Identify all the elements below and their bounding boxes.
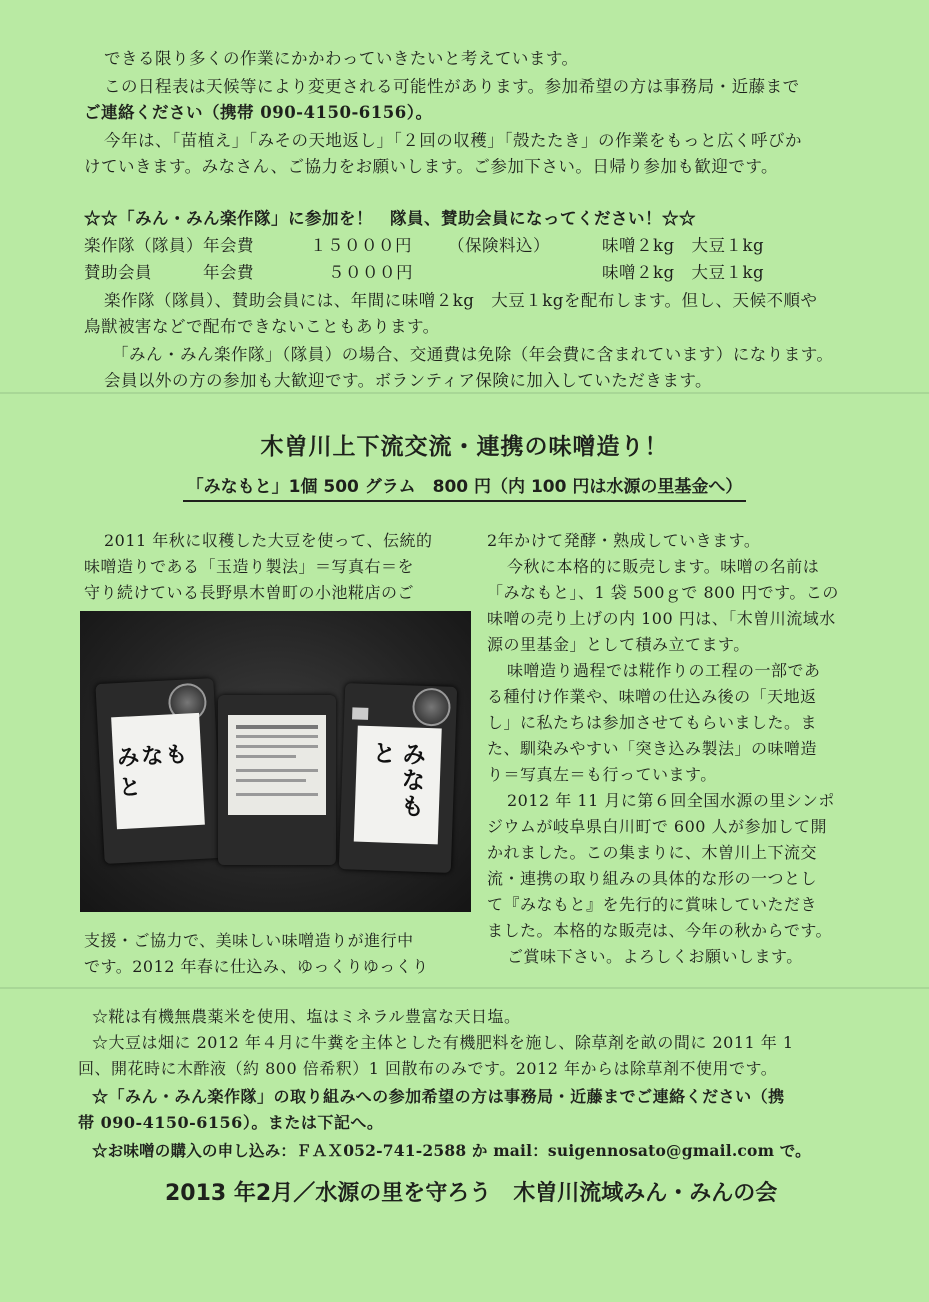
membership-heading: ☆☆「みん・みん楽作隊」に参加を！ 隊員、賛助会員になってください！☆☆ [84, 209, 696, 228]
label-print-line [236, 755, 296, 758]
right-col-line: 流・連携の取り組みの具体的な形の一つとし [487, 869, 818, 888]
right-col-line: ジウムが岐阜県白川町で 600 人が参加して開 [487, 817, 828, 836]
right-col-line: 味噌造り過程では糀作りの工程の一部であ [507, 661, 821, 680]
note-line: ☆お味噌の購入の申し込み：ＦＡＸ052-741-2588 か mail：suigennosato@gmail.com で。 [92, 1141, 811, 1160]
member-benefit: 味噌２kg 大豆１kg [602, 263, 765, 282]
article-title: 木曽川上下流交流・連携の味噌造り！ [260, 434, 669, 460]
member-note: （保険料込） [448, 236, 550, 255]
membership-line: 「みん・みん楽作隊」（隊員）の場合、交通費は免除（年会費に含まれています）になります。 [112, 345, 834, 364]
top-line: 今年は、「苗植え」「みその天地返し」「２回の収穫」「殻たたき」の作業をもっと広く呼びか [104, 131, 802, 150]
article-subtitle [0, 472, 929, 497]
left-col-line: です。2012 年春に仕込み、ゆっくりゆっくり [84, 957, 429, 976]
left-col-line: 2011 年秋に収穫した大豆を使って、伝統的 [104, 531, 433, 550]
member-benefit: 味噌２kg 大豆１kg [602, 236, 765, 255]
signature: 2013 年2月／水源の里を守ろう 木曽川流域みん・みんの会 [165, 1181, 778, 1206]
seal-icon [412, 687, 451, 726]
right-col-line: た、馴染みやすい「突き込み製法」の味噌造 [487, 739, 818, 758]
right-col-line: 2012 年 11 月に第６回全国水源の里シンポ [507, 791, 835, 810]
miso-label-right [354, 726, 442, 845]
note-line: ☆大豆は畑に 2012 年４月に牛糞を主体とした有機肥料を施し、除草剤を畝の間に 2011 年 1 [92, 1033, 794, 1052]
left-col-line: 味噌造りである「玉造り製法」＝写真右＝を [84, 557, 415, 576]
right-col-line: ご賞味下さい。よろしくお願いします。 [507, 947, 803, 966]
right-col-line: る種付け作業や、味噌の仕込み後の「天地返 [487, 687, 817, 706]
member-fee: ５０００円 [328, 263, 413, 282]
member-type: 楽作隊（隊員）年会費 [84, 236, 254, 255]
subtitle-text: 「みなもと」1個 500 グラム 800 円（内 100 円は水源の里基金へ） [183, 477, 747, 502]
right-col-line: ました。本格的な販売は、今年の秋からです。 [487, 921, 833, 940]
miso-photo [80, 611, 471, 912]
membership-line: 会員以外の方の参加も大歓迎です。ボランティア保険に加入していただきます。 [104, 371, 713, 390]
membership-line: 楽作隊（隊員）、賛助会員には、年間に味噌２kg 大豆１kgを配布します。但し、天候不順や [104, 291, 818, 310]
right-col-line: 2年かけて発酵・熟成していきます。 [487, 531, 761, 550]
right-col-line: 今秋に本格的に販売します。味噌の名前は [507, 557, 820, 576]
label-print-line [236, 735, 318, 738]
label-print-line [236, 745, 318, 748]
miso-label-text: みなもと [367, 739, 428, 820]
right-col-line: て『みなもと』を先行的に賞味していただき [487, 895, 818, 914]
top-line: けていきます。みなさん、ご協力をお願いします。ご参加下さい。日帰り参加も歓迎です。 [84, 157, 779, 176]
right-col-line: り＝写真左＝も行っています。 [487, 765, 717, 784]
miso-bag-middle [218, 695, 336, 865]
miso-bag-right [339, 683, 457, 873]
label-print-line [236, 725, 318, 729]
left-col-line: 守り続けている長野県木曽町の小池糀店のご [84, 583, 415, 602]
label-print-line [236, 793, 318, 796]
membership-line: 鳥獣被害などで配布できないこともあります。 [84, 317, 440, 336]
note-line: 帯 090-4150-6156）。または下記へ。 [78, 1113, 384, 1132]
label-print-line [236, 769, 318, 772]
note-line: 回、開花時に木酢液（約 800 倍希釈）1 回散布のみです。2012 年からは除草剤不使用です。 [78, 1059, 778, 1078]
right-col-line: かれました。この集まりに、木曽川上下流交 [487, 843, 818, 862]
top-line: この日程表は天候等により変更される可能性があります。参加希望の方は事務局・近藤まで [104, 77, 800, 96]
left-col-line: 支援・ご協力で、美味しい味噌造りが進行中 [84, 931, 414, 950]
member-type: 賛助会員 年会費 [84, 263, 254, 282]
right-col-line: 「みなもと」、1 袋 500ｇで 800 円です。この [487, 583, 839, 602]
note-line: ☆「みん・みん楽作隊」の取り組みへの参加希望の方は事務局・近藤までご連絡ください（携 [92, 1087, 785, 1106]
top-line: できる限り多くの作業にかかわっていきたいと考えています。 [104, 49, 579, 68]
note-line: ☆糀は有機無農薬米を使用、塩はミネラル豊富な天日塩。 [92, 1007, 521, 1026]
miso-info-label [228, 715, 326, 815]
small-tag [352, 707, 369, 720]
right-col-line: 味噌の売り上げの内 100 円は、「木曽川流域水 [487, 609, 836, 628]
label-print-line [236, 779, 306, 782]
miso-label-left [111, 713, 205, 829]
paper-fold [0, 987, 929, 989]
member-fee: １５０００円 [310, 236, 412, 255]
miso-bag-left [95, 678, 222, 864]
right-col-line: 源の里基金」として積み立てます。 [487, 635, 750, 654]
top-line: ご連絡ください（携帯 090-4150-6156）。 [84, 103, 433, 122]
miso-label-text: みなもと [116, 741, 190, 802]
right-col-line: し」に私たちは参加させてもらいました。ま [487, 713, 818, 732]
